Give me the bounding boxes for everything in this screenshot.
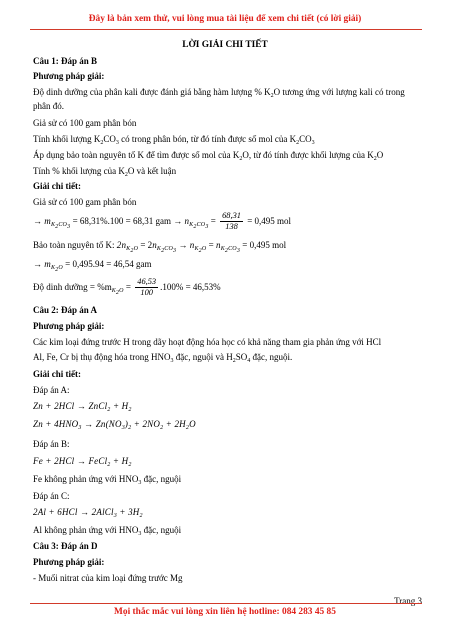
q1-assume: Giả sử có 100 gam phân bón [33, 197, 137, 207]
hotline-footer: Mọi thắc mắc vui lòng xin liên hệ hotline: 084 283 45 85 [114, 607, 336, 617]
q1-equation-4: Độ dinh dưỡng = $\%m_{K_2O}$ = $\frac{46,53}{100}$ .100% = 46,53% [33, 277, 221, 298]
q2-answer-b-label: Đáp án B: [33, 439, 70, 449]
q2-answer-c-note: Al không phản ứng với $HNO_3$ đặc, nguội [33, 525, 182, 537]
q1-method-line-5: Áp dụng bảo toàn nguyên tố K để tìm được số mol của $K_2O$, từ đó tính được khối lượng của $K_2O$ [33, 150, 384, 162]
q1-method-label: Phương pháp giải: [33, 71, 105, 81]
q1-method-line-1: Độ dinh dưỡng của phân kali được đánh giá bằng hàm lượng % $K_2O$ tương ứng với lượng kali có trong [33, 87, 405, 99]
footer-divider [30, 603, 422, 604]
q3-heading: Câu 3: Đáp án D [33, 541, 98, 551]
q2-method-label: Phương pháp giải: [33, 321, 105, 331]
q2-answer-a-eq1: Zn + 2HCl → ZnCl$_2$ + $H_2$ [33, 401, 132, 413]
q2-answer-b-eq: Fe + 2HCl → FeCl$_2$ + $H_2$ [33, 456, 132, 468]
q1-heading: Câu 1: Đáp án B [33, 56, 98, 66]
header-divider [30, 29, 422, 30]
q1-equation-2: Bảo toàn nguyên tố K: $2n_{K_2O} = 2n_{K_2CO_3} \to n_{K_2O} = n_{K_2CO_3} = 0,495$ mol [33, 240, 287, 254]
q2-answer-c-label: Đáp án C: [33, 491, 70, 501]
q2-detail-label: Giải chi tiết: [33, 369, 81, 379]
q2-answer-a-label: Đáp án A: [33, 385, 70, 395]
q3-method-label: Phương pháp giải: [33, 557, 105, 567]
page-title: LỜI GIẢI CHI TIẾT [182, 40, 268, 50]
q2-answer-c-eq: 2Al + 6HCl → 2AlCl$_3$ + $3H_2$ [33, 507, 143, 519]
q2-answer-a-eq2: $Zn + 4HNO_3 \to Zn(NO_3)_2 + 2NO_2 + 2H_2O$ [33, 419, 196, 431]
q1-detail-label: Giải chi tiết: [33, 181, 81, 191]
q2-method-line-1: Các kim loại đứng trước H trong dãy hoạt động hóa học có khả năng tham gia phản ứng với HCl [33, 337, 382, 347]
q1-equation-3: → $m_{K_2O} = 0,495.94 = 46,54$ gam [33, 259, 152, 273]
q1-method-line-3: Giả sử có 100 gam phân bón [33, 118, 137, 128]
q1-method-line-2: phân đó. [33, 101, 64, 111]
q3-method-line-1: - Muối nitrat của kim loại đứng trước Mg [33, 573, 183, 583]
q2-method-line-2: Al, Fe, Cr bị thụ động hóa trong $HNO_3$ đặc, nguội và $H_2SO_4$ đặc, nguội. [33, 352, 293, 364]
q1-method-line-4: Tính khối lượng $K_2CO_3$ có trong phân bón, từ đó tính được số mol của $K_2CO_3$ [33, 134, 315, 146]
q2-heading: Câu 2: Đáp án A [33, 305, 98, 315]
page-number: Trang 3 [394, 596, 422, 606]
preview-notice: Đây là bản xem thử, vui lòng mua tài liệu để xem chi tiết (có lời giải) [88, 14, 362, 24]
q2-answer-b-note: Fe không phản ứng với $HNO_3$ đặc, nguội [33, 474, 182, 486]
q1-equation-1: → $m_{K_2CO_3} = 68,31\%.100 = 68,31$ gam → $n_{K_2CO_3}$ = $\frac{68,31}{138}$ = 0,495 mol [33, 211, 292, 232]
q1-method-line-6: Tính % khối lượng của $K_2O$ và kết luận [33, 166, 177, 178]
